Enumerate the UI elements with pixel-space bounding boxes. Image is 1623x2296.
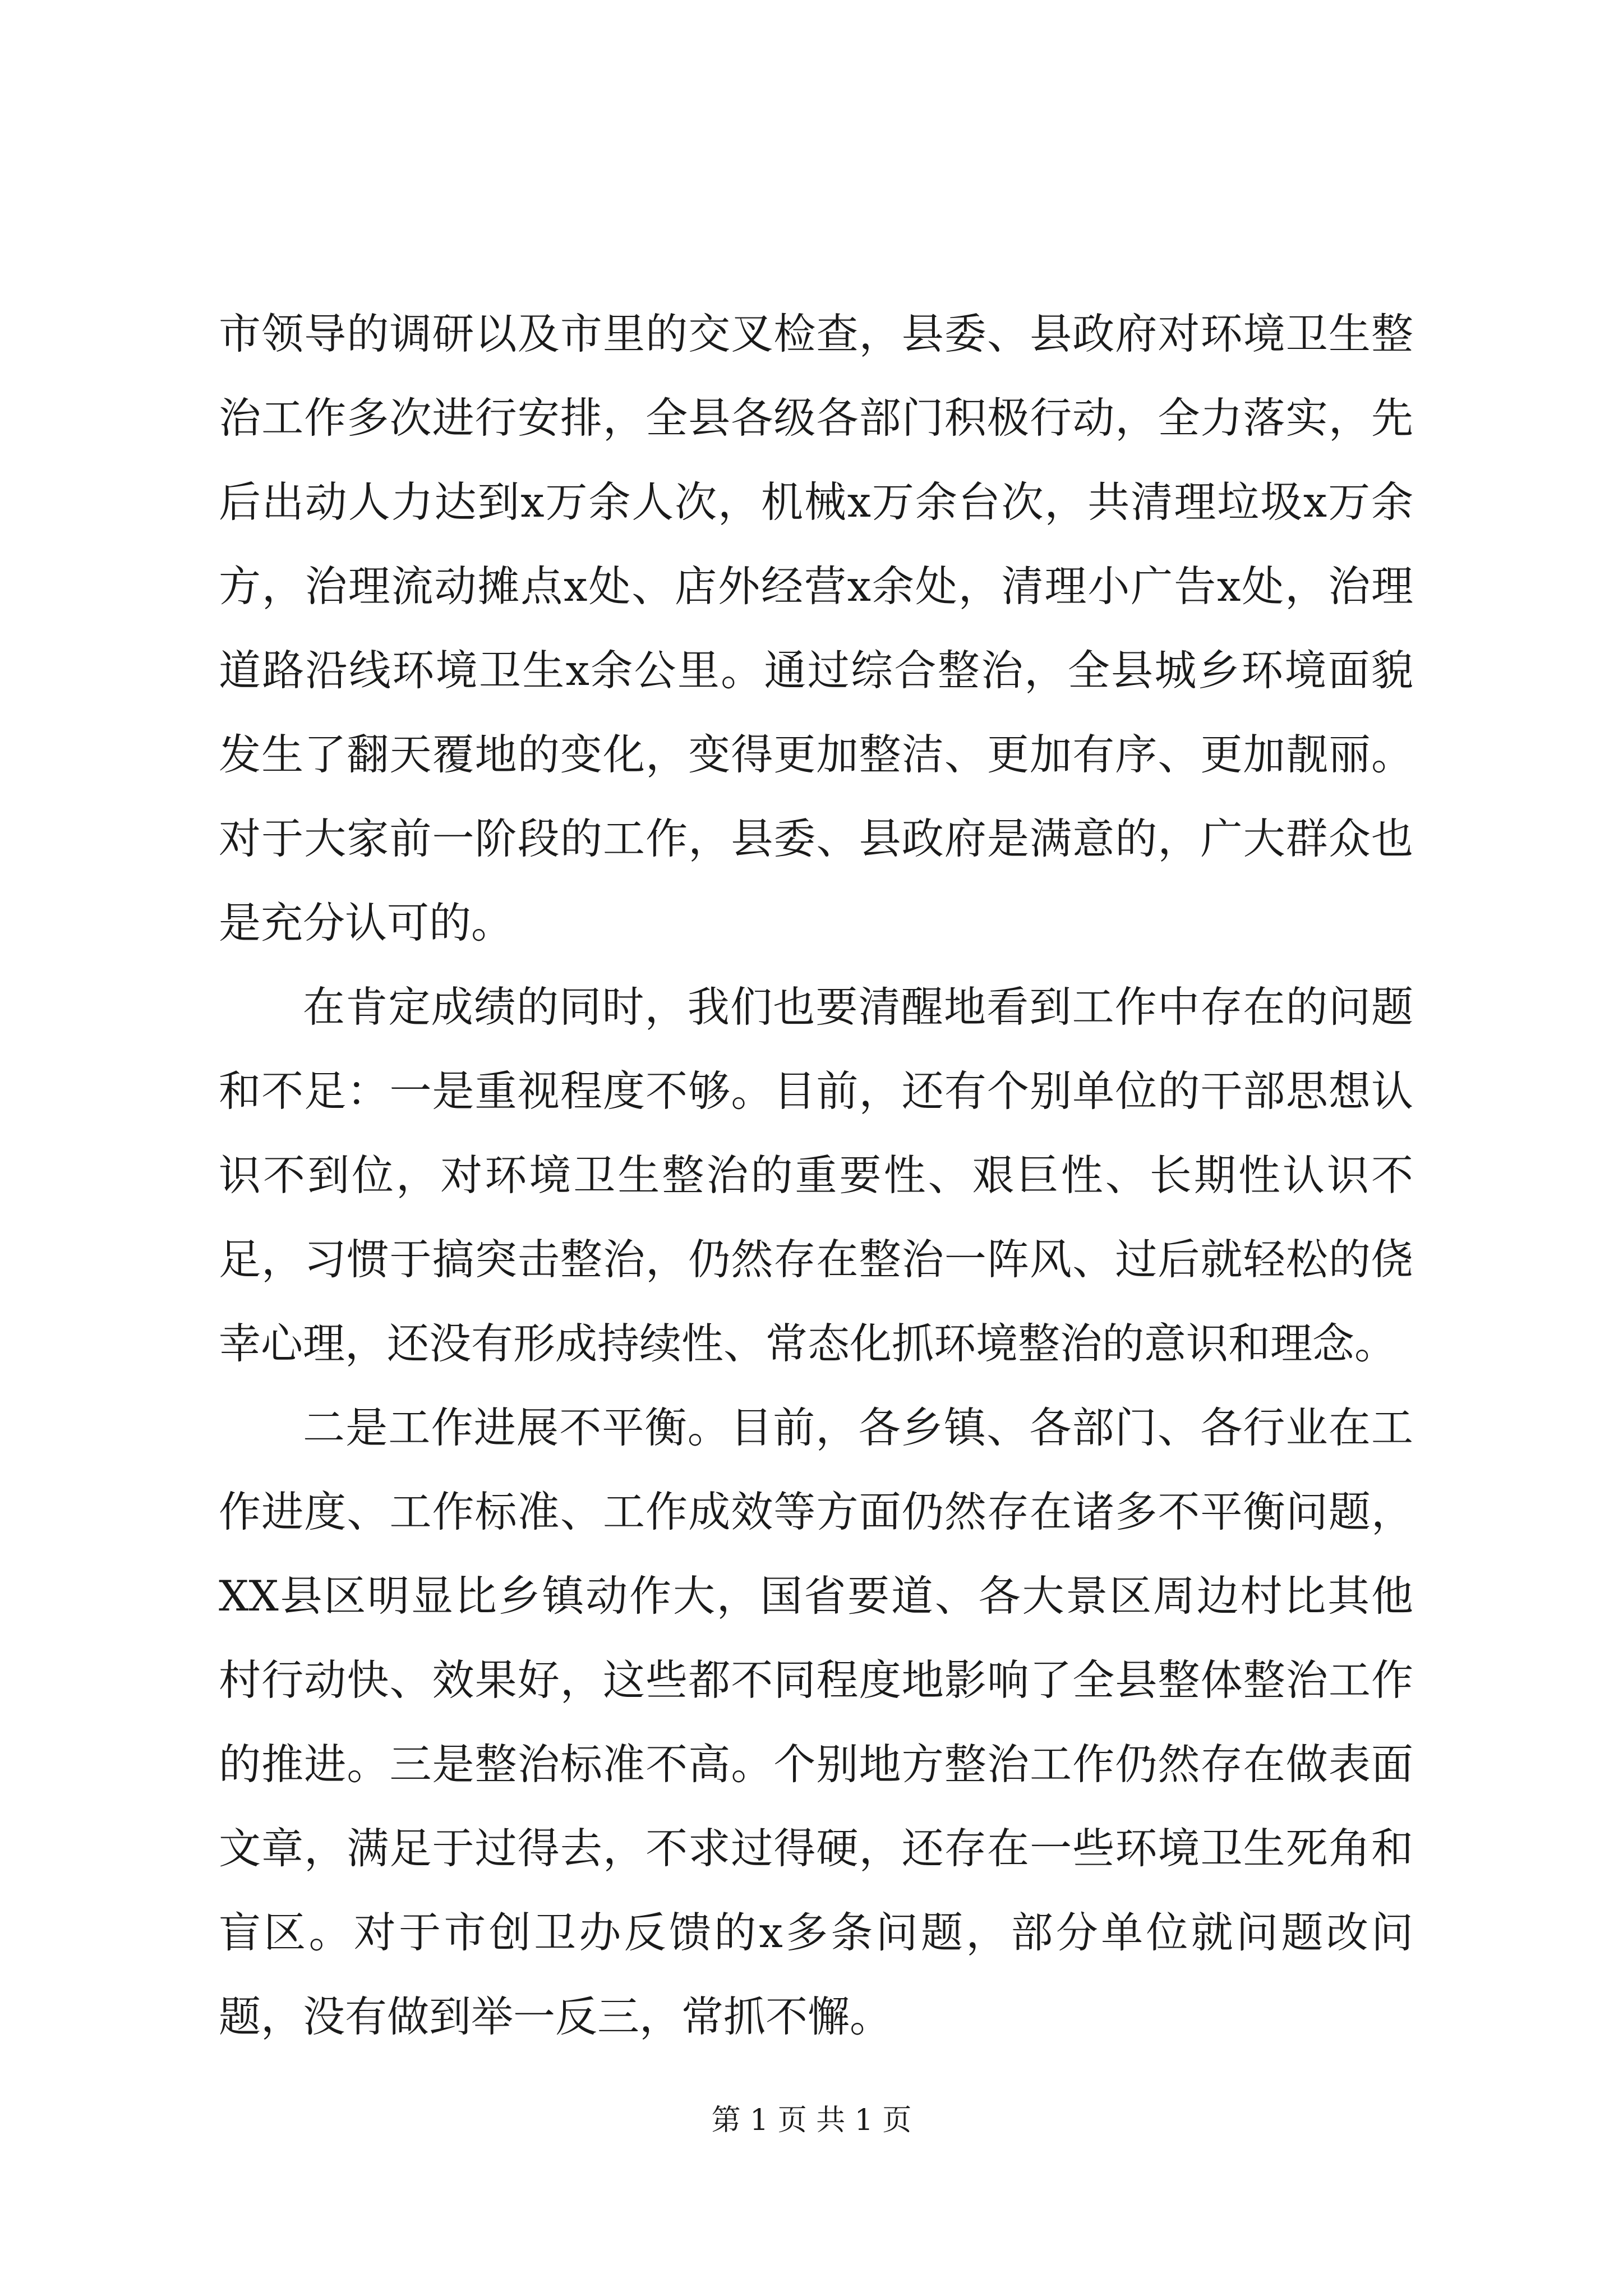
paragraph-2: 在肯定成绩的同时，我们也要清醒地看到工作中存在的问题和不足：一是重视程度不够。目前，还有个别单位的干部思想认识不到位，对环境卫生整治的重要性、艰巨性、长期性认识不足，习惯于搞突击整治，仍然存在整治一阵风、过后就轻松的侥幸心理，还没有形成持续性、常态化抓环境整治的意识和理念。 [219, 982, 1413, 1368]
document-body [219, 292, 1413, 2059]
paragraph-1: 市领导的调研以及市里的交叉检查，县委、县政府对环境卫生整治工作多次进行安排，全县各级各部门积极行动，全力落实，先后出动人力达到x万余人次，机械x万余台次，共清理垃圾x万余方，治理流动摊点x处、店外经营x余处，清理小广告x处，治理道路沿线环境卫生x余公里。通过综合整治，全县城乡环境面貌发生了翻天覆地的变化，变得更加整洁、更加有序、更加靓丽。对于大家前一阶段的工作，县委、县政府是满意的，广大群众也是充分认可的。 [219, 309, 1413, 947]
page-footer: 第 1 页 共 1 页 [711, 2104, 912, 2137]
paragraph-3: 二是工作进展不平衡。目前，各乡镇、各部门、各行业在工作进度、工作标准、工作成效等方面仍然存在诸多不平衡问题，XX县区明显比乡镇动作大，国省要道、各大景区周边村比其他村行动快、效果好，这些都不同程度地影响了全县整体整治工作的推进。三是整治标准不高。个别地方整治工作仍然存在做表面文章，满足于过得去，不求过得硬，还存在一些环境卫生死角和盲区。对于市创卫办反馈的x多条问题，部分单位就问题改问题，没有做到举一反三，常抓不懈。 [219, 1403, 1413, 2041]
